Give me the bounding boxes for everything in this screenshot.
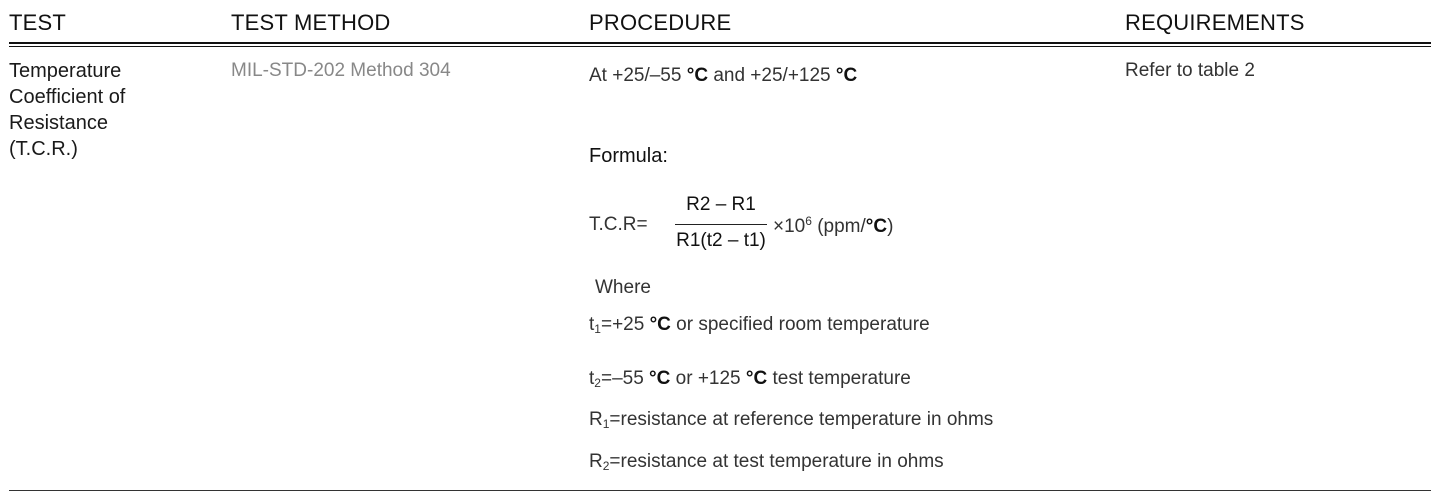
- formula-numerator: R2 – R1: [686, 194, 756, 215]
- subscript: 1: [602, 417, 610, 431]
- definition-text: =resistance at test temperature in ohms: [609, 451, 944, 472]
- test-name-line: Coefficient of: [9, 86, 126, 108]
- subscript: 2: [602, 459, 610, 473]
- header-requirements: REQUIREMENTS: [1125, 10, 1305, 35]
- definition-t1: [589, 314, 930, 336]
- header-procedure: PROCEDURE: [589, 10, 732, 35]
- procedure-conditions: [589, 65, 857, 87]
- requirements-cell: Refer to table 2: [1125, 60, 1255, 81]
- symbol: t: [589, 368, 595, 389]
- formula-unit-open: (ppm/: [811, 216, 866, 237]
- conditions-mid: and +25/+125: [708, 65, 836, 86]
- where-label: Where: [595, 277, 651, 298]
- degree-unit: °C: [745, 368, 768, 389]
- definition-text: or specified room temperature: [670, 314, 930, 335]
- test-name-line: (T.C.R.): [9, 138, 78, 160]
- header-rule-thick: [9, 42, 1431, 44]
- degree-unit: °C: [686, 65, 709, 86]
- header-test: TEST: [9, 10, 67, 35]
- formula-denominator: R1(t2 – t1): [676, 230, 766, 251]
- symbol: t: [589, 314, 595, 335]
- formula-label: Formula:: [589, 145, 668, 167]
- definition-value: =+25: [600, 314, 650, 335]
- formula-times: ×10: [773, 216, 806, 237]
- subscript: 1: [594, 322, 601, 336]
- definition-r1: [589, 409, 993, 431]
- header-rule-thin: [9, 46, 1431, 47]
- degree-unit: °C: [835, 65, 858, 86]
- test-name-cell: [9, 58, 219, 162]
- definition-value: or +125: [670, 368, 746, 389]
- header-test-method: TEST METHOD: [231, 10, 391, 35]
- conditions-prefix: At +25/–55: [589, 65, 687, 86]
- formula-unit-close: ): [887, 216, 894, 237]
- test-name-line: Temperature: [9, 60, 122, 82]
- formula-rhs: [773, 214, 893, 238]
- subscript: 2: [594, 376, 601, 390]
- formula-exponent: 6: [805, 214, 812, 228]
- table-bottom-rule: [9, 490, 1431, 491]
- test-method-cell: MIL-STD-202 Method 304: [231, 60, 451, 81]
- symbol: R: [589, 409, 603, 430]
- fraction-bar: [675, 224, 767, 225]
- definition-r2: [589, 451, 944, 473]
- degree-unit: °C: [649, 368, 671, 389]
- test-name-line: Resistance: [9, 112, 108, 134]
- definition-text: =resistance at reference temperature in ohms: [609, 409, 994, 430]
- formula-lhs: T.C.R=: [589, 214, 648, 235]
- symbol: R: [589, 451, 603, 472]
- degree-unit: °C: [649, 314, 671, 335]
- definition-value: =–55: [600, 368, 650, 389]
- definition-text: test temperature: [767, 368, 911, 389]
- definition-t2: [589, 368, 911, 390]
- degree-unit: °C: [865, 216, 888, 237]
